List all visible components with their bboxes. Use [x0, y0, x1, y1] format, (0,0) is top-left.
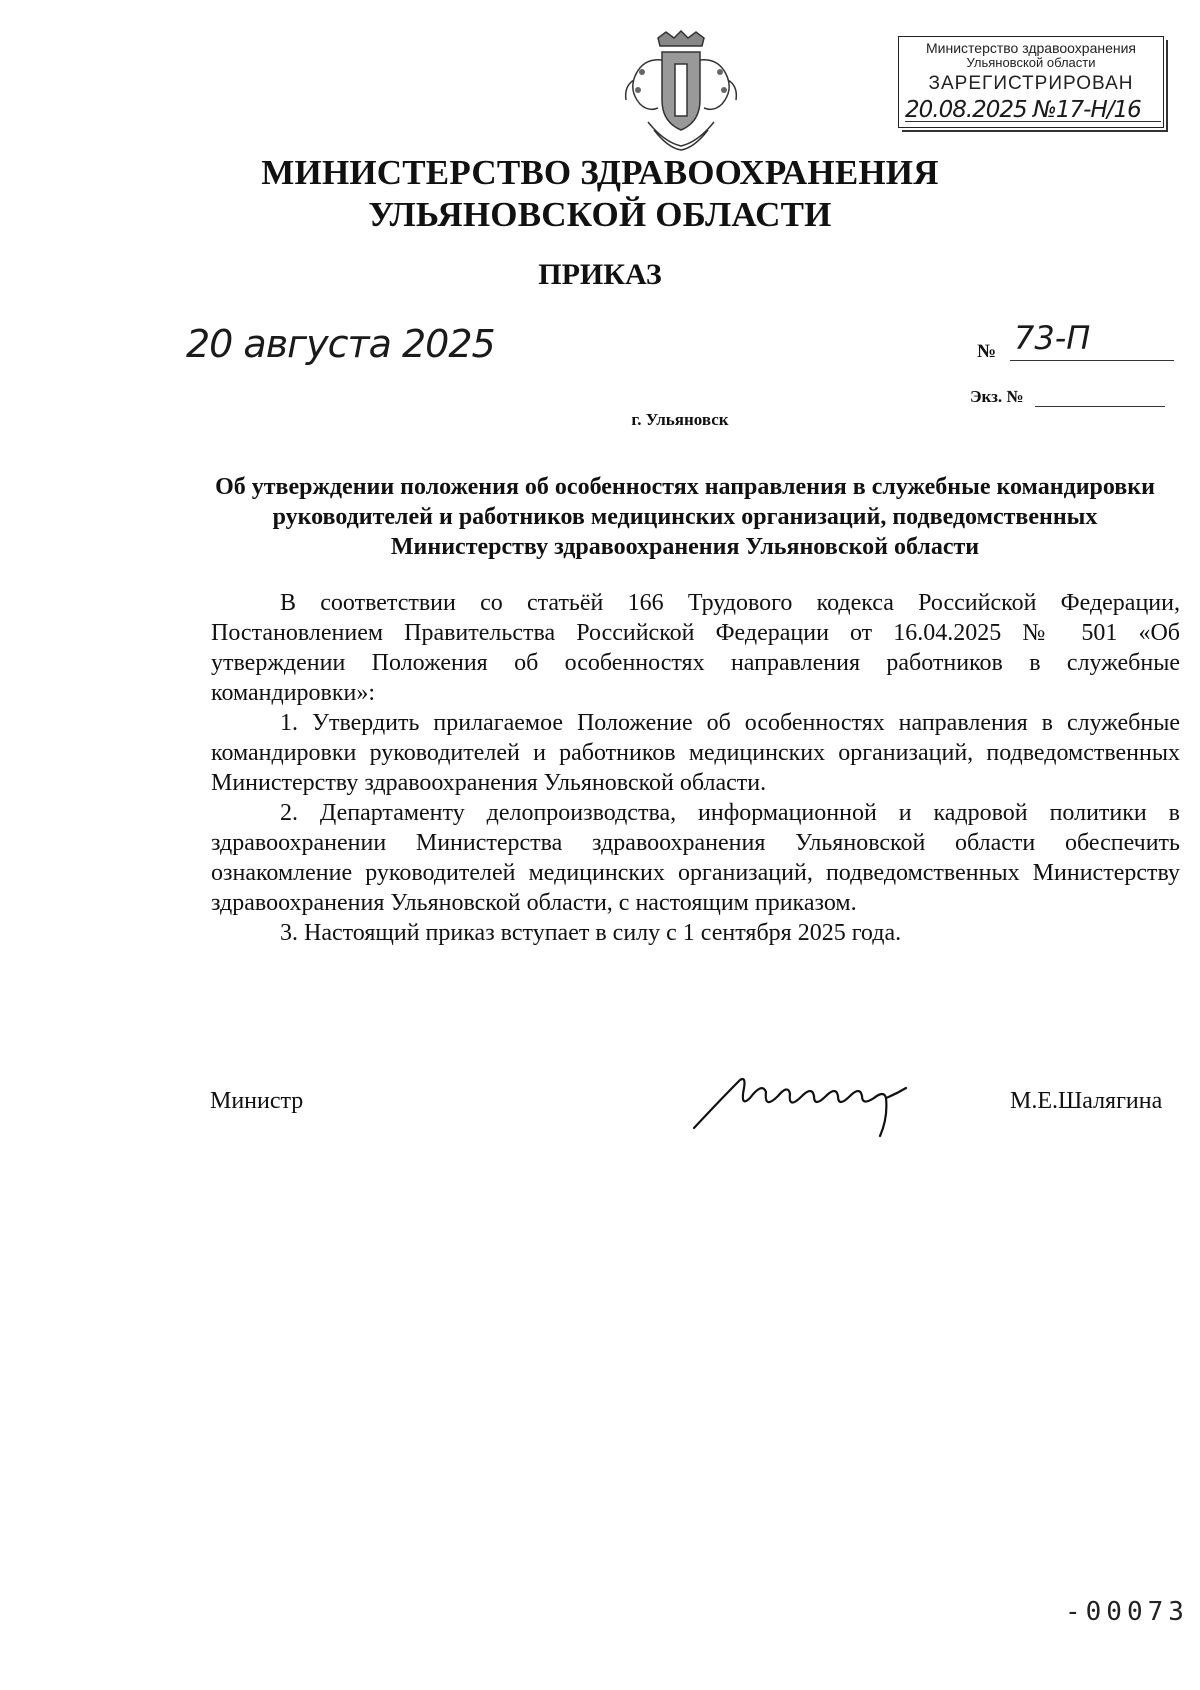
item-3: 3. Настоящий приказ вступает в силу с 1 сентября 2025 года. — [280, 920, 902, 946]
document-type: ПРИКАЗ — [538, 258, 662, 291]
item-2: 2. Департаменту делопроизводства, информационной и кадровой политики в здравоохранении Министерства здравоохранения Ульяновской области обеспечить ознакомление руководителей медицинских организаций, подведомственных Министерству здравоохранения Ульяновской области, с настоящим приказом. — [211, 800, 1180, 916]
ministry-line1: МИНИСТЕРСТВО ЗДРАВООХРАНЕНИЯ — [261, 153, 939, 192]
signatory-position: Министр — [210, 1088, 304, 1114]
stamp-org-line1: Министерство здравоохранения — [926, 40, 1136, 56]
number-label: № — [977, 341, 997, 362]
registration-stamp — [898, 36, 1164, 128]
stamp-org-line2: Ульяновской области — [966, 55, 1096, 70]
ministry-line2: УЛЬЯНОВСКОЙ ОБЛАСТИ — [368, 195, 832, 234]
stamp-underline — [905, 121, 1161, 122]
document-subject: Об утверждении положения об особенностях направления в служебные командировки руководителей и работников медицинских организаций, подведомственных Министерству здравоохранения Ульяновской области — [215, 474, 1155, 560]
stamp-status: ЗАРЕГИСТРИРОВАН — [928, 73, 1134, 94]
coat-of-arms-icon — [618, 30, 744, 152]
city: г. Ульяновск — [631, 410, 729, 429]
preamble: В соответствии со статьёй 166 Трудового кодекса Российской Федерации, Постановлением Правительства Российской Федерации от 16.04.2025 № 501 «Об утверждении Положения об особенностях направления работников в служебные командировки»: — [211, 590, 1180, 706]
copy-number-line — [1035, 406, 1165, 407]
document-body — [211, 588, 1180, 948]
item-1: 1. Утвердить прилагаемое Положение об особенностях направления в служебные командировки руководителей и работников медицинских организаций, подведомственных Министерству здравоохранения Ульяновской области. — [211, 710, 1180, 796]
handwritten-signature — [692, 1058, 922, 1138]
ministry-name — [0, 152, 1200, 236]
stamp-registration-number: 20.08.2025 №17-Н/16 — [905, 97, 1141, 123]
order-number: 73-П — [1010, 316, 1174, 361]
page-number: -00073 — [1065, 1597, 1189, 1627]
signatory-name: М.Е.Шалягина — [1010, 1088, 1163, 1114]
handwritten-date: 20 августа 2025 — [186, 322, 495, 366]
copy-number-label: Экз. № — [970, 387, 1024, 406]
